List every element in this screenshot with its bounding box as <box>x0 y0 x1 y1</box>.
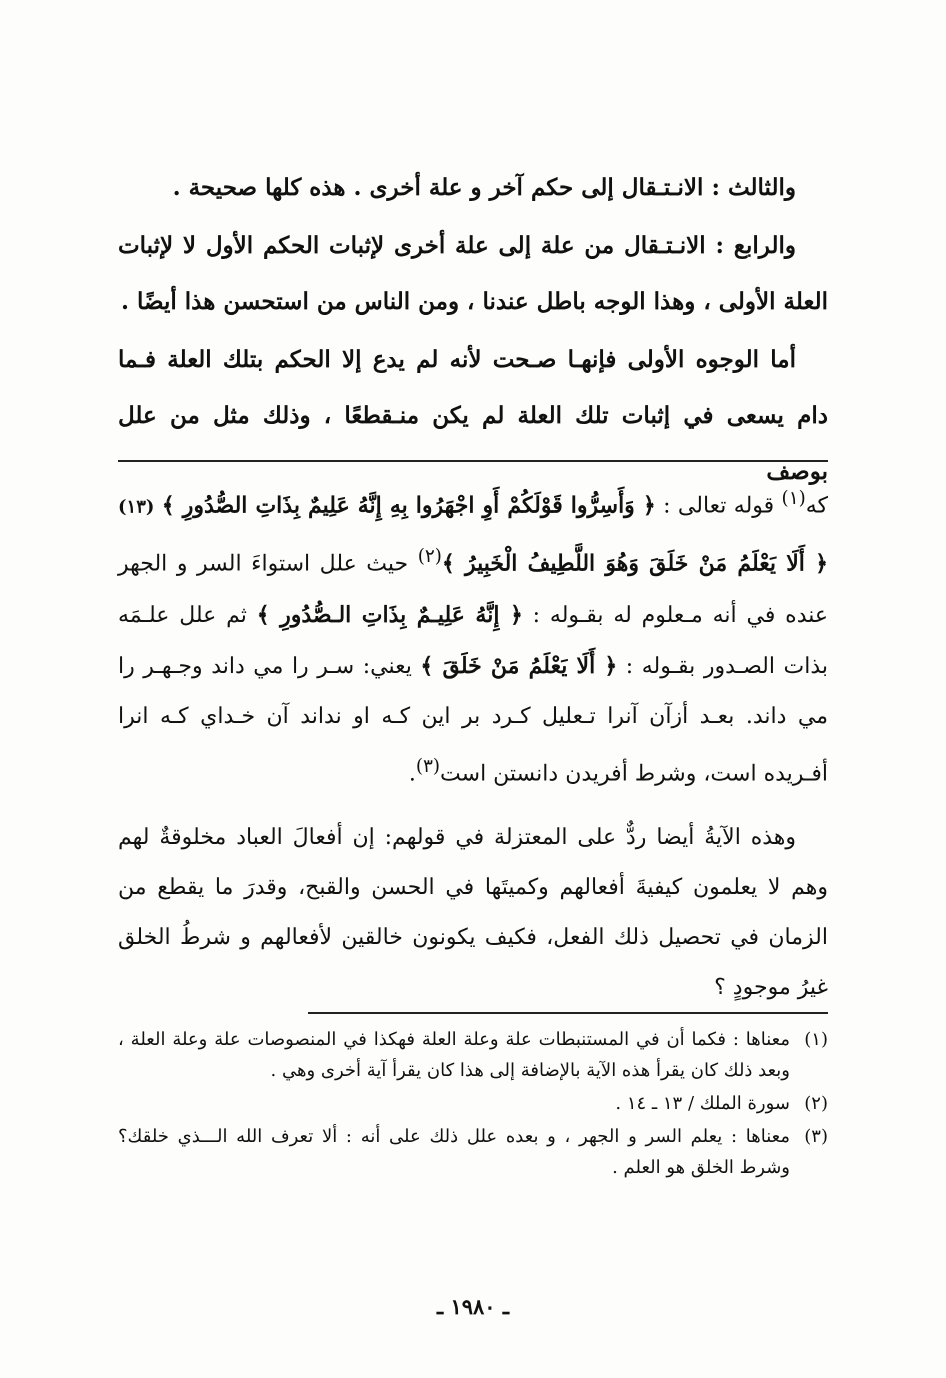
text-run: حيث علل استواءَ السر و الجهر عنده في أنه مـعلوم له بقـوله : <box>118 551 829 628</box>
footnote-ref-3: (٣) <box>415 755 441 777</box>
paragraph-third: والثالث : الانـتـقال إلى حكم آخر و علة أخرى . هذه كلها صحيحة . <box>172 174 796 201</box>
paragraph-fourth: والرابع : الانـتـقال من علة إلى علة أخرى لإثبات الحكم الأول لا لإثبات العلة الأولى ، وهذا الوجه باطل عندنا ، ومن الناس من استحسن هذا أيضًا . <box>118 232 828 315</box>
footnote-text: معناها : يعلم السر و الجهر ، و بعده علل ذلك على أنه : ألا تعرف الله الـــذي خلقك؟ وشرط الخلق هو العلم . <box>118 1126 790 1178</box>
quran-verse-2: ﴿ أَلَا يَعْلَمُ مَنْ خَلَقَ وَهُوَ اللَّطِيفُ الْخَبِيرُ ﴾ <box>441 550 828 577</box>
paragraph-first-aspects: أما الوجوه الأولى فإنهـا صـحت لأنه لم يدع إلا الحكم بتلك العلة فـما دام يسعى في إثبات تلك العلة لم يكن منـقطعًا ، وذلك مثل من علل بوصف <box>118 346 828 485</box>
quran-verse-4: ﴿ أَلَا يَعْلَمُ مَنْ خَلَقَ ﴾ <box>420 652 618 679</box>
separator-line <box>118 460 828 462</box>
text-run: يعني: سـر را مي داند وجـهـر را مي داند. بعـد أزآن آنرا تـعليل كـرد بر اين كـه او نداند آن خـداي كـه انرا أفـريده است، وشرط أفريدن دانستن است <box>118 653 828 786</box>
footnote-1 <box>118 1024 828 1086</box>
footnote-number: (١) <box>804 1029 828 1050</box>
commentary-paragraph-2: وهذه الآيةُ أيضا ردٌّ على المعتزلة في قولهم: إن أفعالَ العباد مخلوقةٌ لهم وهم لا يعلمون كيفيةَ أفعالهم وكميتَها في الحسن والقبح، وقدرَ ما يقطع من الزمان في تحصيل ذلك الفعل، فكيف يكونون خالقين لأفعالهم و شرطُ الخلق غيرُ موجودٍ ؟ <box>118 824 828 1000</box>
footnote-text: معناها : فكما أن في المستنبطات علة وعلة العلة فهكذا في المنصوصات علة وعلة العلة ، وبعد ذلك كان يقرأ هذه الآية بالإضافة إلى هذا كان يقرأ آية أخرى وهي . <box>118 1029 790 1081</box>
text-run: كه <box>805 493 828 519</box>
footnote-number: (٢) <box>804 1093 828 1114</box>
quran-verse-3: ﴿ إِنَّهُ عَلِيـمٌ بِذَاتِ الـصُّدُورِ ﴾ <box>256 601 523 628</box>
page-number: ـ ١٩٨٠ ـ <box>436 1294 510 1319</box>
footnote-separator <box>308 1012 828 1014</box>
footnote-ref-1: (١) <box>781 488 806 509</box>
main-text <box>118 160 828 500</box>
ayah-number-13: (١٣) <box>118 496 155 518</box>
text-run: . <box>408 760 416 786</box>
quran-verse-1: ﴿ وَأَسِرُّوا قَوْلَكُمْ أَوِ اجْهَرُوا بِهِ إِنَّهُ عَلِيمٌ بِذَاتِ الصُّدُورِ ﴾ <box>161 492 656 519</box>
commentary-text <box>118 474 828 1013</box>
footnote-text: سورة الملك / ١٣ ـ ١٤ . <box>615 1093 790 1114</box>
footnote-3 <box>118 1121 828 1183</box>
footnote-ref-2: (٢) <box>417 546 442 568</box>
text-run: ثم علل علـمَه بذات الصـدور بقـوله : <box>118 602 828 679</box>
footnote-number: (٣) <box>804 1126 828 1147</box>
commentary-paragraph-1 <box>118 474 828 799</box>
text-run: قوله تعالى : <box>655 493 782 519</box>
footnote-2 <box>118 1088 828 1119</box>
footnotes <box>118 1024 828 1185</box>
